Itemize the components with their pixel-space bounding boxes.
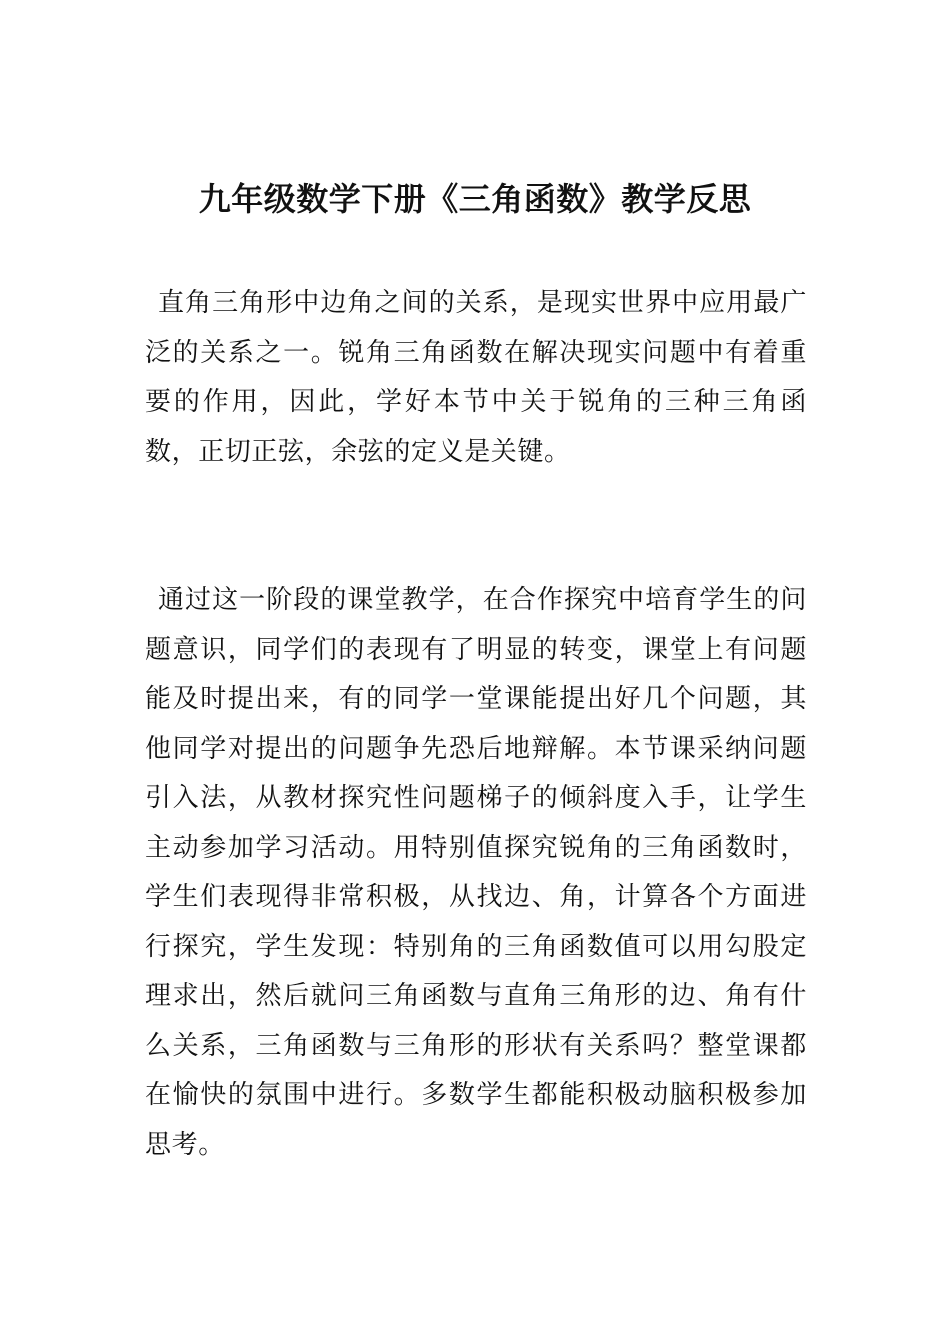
paragraph-2: 通过这一阶段的课堂教学，在合作探究中培育学生的问题意识，同学们的表现有了明显的转变，课堂上有问题能及时提出来，有的同学一堂课能提出好几个问题，其他同学对提出的问题争先恐后地辩解。本节课采纳问题引入法，从教材探究性问题梯子的倾斜度入手，让学生主动参加学习活动。用特别值探究锐角的三角函数时，学生们表现得非常积极，从找边、角，计算各个方面进行探究，学生发现：特别角的三角函数值可以用勾股定理求出，然后就问三角函数与直角三角形的边、角有什么关系，三角函数与三角形的形状有关系吗？整堂课都在愉快的氛围中进行。多数学生都能积极动脑积极参加思考。 xyxy=(145,585,807,1160)
paragraph-1: 直角三角形中边角之间的关系，是现实世界中应用最广泛的关系之一。锐角三角函数在解决现实问题中有着重要的作用，因此，学好本节中关于锐角的三种三角函数，正切正弦，余弦的定义是关键。 xyxy=(145,288,807,467)
document-title: 九年级数学下册《三角函数》教学反思 xyxy=(198,180,752,218)
